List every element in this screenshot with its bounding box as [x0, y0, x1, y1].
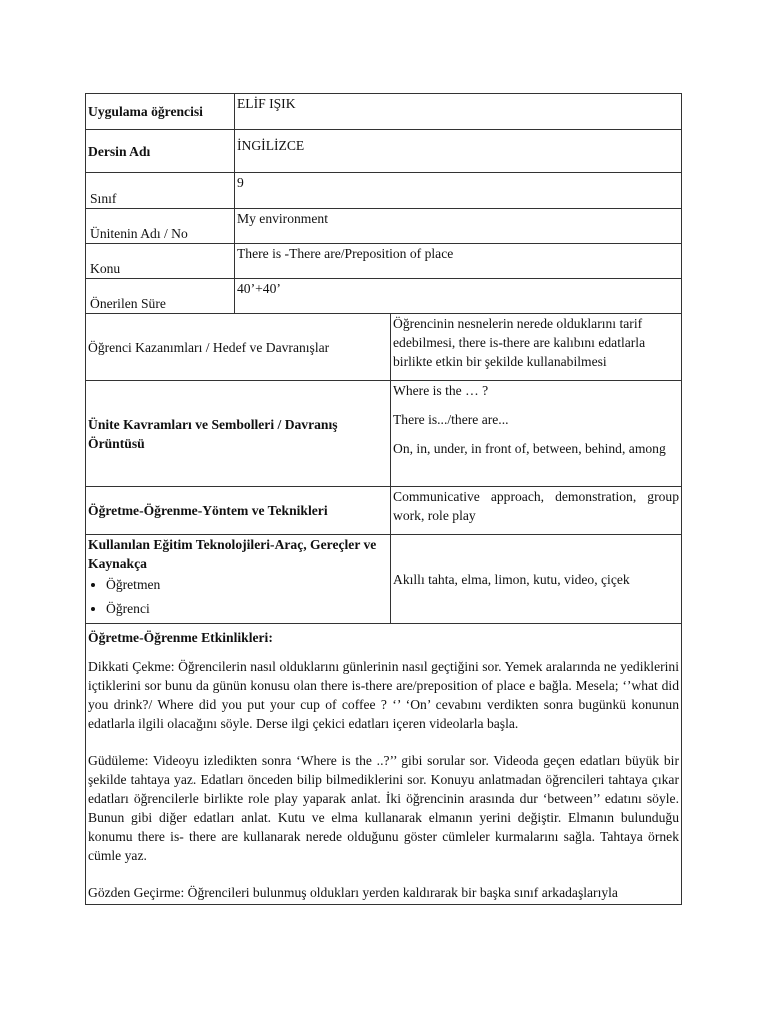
grade-label: Sınıf [86, 173, 235, 209]
activities-paragraph-2: Güdüleme: Videoyu izledikten sonra ‘Where is the ..?’’ gibi sorular sor. Videoda geçen edatları büyük bir şekilde tahtaya yaz. Edatları önceden bilip bilmediklerini sor. Konuyu anlatmadan öğrencileri tahtaya çıkar edatları öğrencilerle birlikte role play yaparak anlat. İki öğrencinin arasında dur ‘between’’ edatını söyle. Bunun gibi diğer edatları anlat. Kutu ve elma kullanarak elmanın yerini değiştir. Elmanın bulunduğu konumu there is- there are kullanarak nerede olduğunu göster cümleler kurmalarını sağla. Tahtaya örnek cümle yaz. [88, 753, 679, 863]
technologies-label: Kullanılan Eğitim Teknolojileri-Araç, Gereçler ve Kaynakça [88, 537, 377, 571]
list-item: • Öğrenci [106, 599, 388, 618]
row-technologies [86, 535, 682, 624]
duration-label: Önerilen Süre [86, 279, 235, 314]
row-unit [86, 209, 682, 244]
objectives-label: Öğrenci Kazanımları / Hedef ve Davranışlar [86, 314, 391, 381]
student-label: Uygulama öğrencisi [86, 94, 235, 130]
list-item: • Öğretmen [106, 575, 388, 594]
row-objectives [86, 314, 682, 381]
unit-label: Ünitenin Adı / No [86, 209, 235, 244]
lesson-plan-table [85, 93, 682, 905]
row-course [86, 130, 682, 173]
activities-heading: Öğretme-Öğrenme Etkinlikleri: [88, 630, 273, 645]
row-duration [86, 279, 682, 314]
topic-label: Konu [86, 244, 235, 279]
course-value: İNGİLİZCE [235, 130, 682, 173]
activities-paragraph-1: Dikkati Çekme: Öğrencilerin nasıl olduklarını günlerinin nasıl geçtiğini sor. Yemek aralarında ne yediklerini içtiklerini sor bunu da günün konusu olan there is-there are/preposition of place e bağla. Mesela; ‘’what did you drink?/ Where did you put your cup of coffee ? ‘’ ‘On’ cevabını verdikten sonra bugünkü konunun edatlarla ilgili olacağını söyle. Derse ilgi çekici edatları içeren videolarla başla. [88, 659, 679, 731]
technologies-list [88, 575, 388, 618]
row-student [86, 94, 682, 130]
technologies-value: Akıllı tahta, elma, limon, kutu, video, çiçek [391, 535, 682, 624]
course-label: Dersin Adı [86, 130, 235, 173]
unit-value: My environment [235, 209, 682, 244]
objectives-value: Öğrencinin nesnelerin nerede olduklarını tarif edebilmesi, there is-there are kalıbını edatlarla birlikte etkin bir şekilde kullanabilmesi [391, 314, 682, 381]
topic-value: There is -There are/Preposition of place [235, 244, 682, 279]
activities-cell [86, 624, 682, 905]
concepts-value [391, 381, 682, 487]
row-activities [86, 624, 682, 905]
concepts-label: Ünite Kavramları ve Sembolleri / Davranış Örüntüsü [86, 381, 391, 487]
technologies-label-cell [86, 535, 391, 624]
student-value: ELİF IŞIK [235, 94, 682, 130]
grade-value: 9 [235, 173, 682, 209]
methods-label: Öğretme-Öğrenme-Yöntem ve Teknikleri [86, 487, 391, 535]
methods-value: Communicative approach, demonstration, group work, role play [391, 487, 682, 535]
row-concepts [86, 381, 682, 487]
concepts-line: On, in, under, in front of, between, behind, among [393, 441, 666, 456]
duration-value: 40’+40’ [235, 279, 682, 314]
concepts-line: Where is the … ? [393, 383, 489, 398]
activities-paragraph-3: Gözden Geçirme: Öğrencileri bulunmuş oldukları yerden kaldırarak bir başka sınıf arkadaşlarıyla [88, 885, 618, 900]
row-methods [86, 487, 682, 535]
concepts-line: There is.../there are... [393, 412, 509, 427]
row-topic [86, 244, 682, 279]
row-grade [86, 173, 682, 209]
